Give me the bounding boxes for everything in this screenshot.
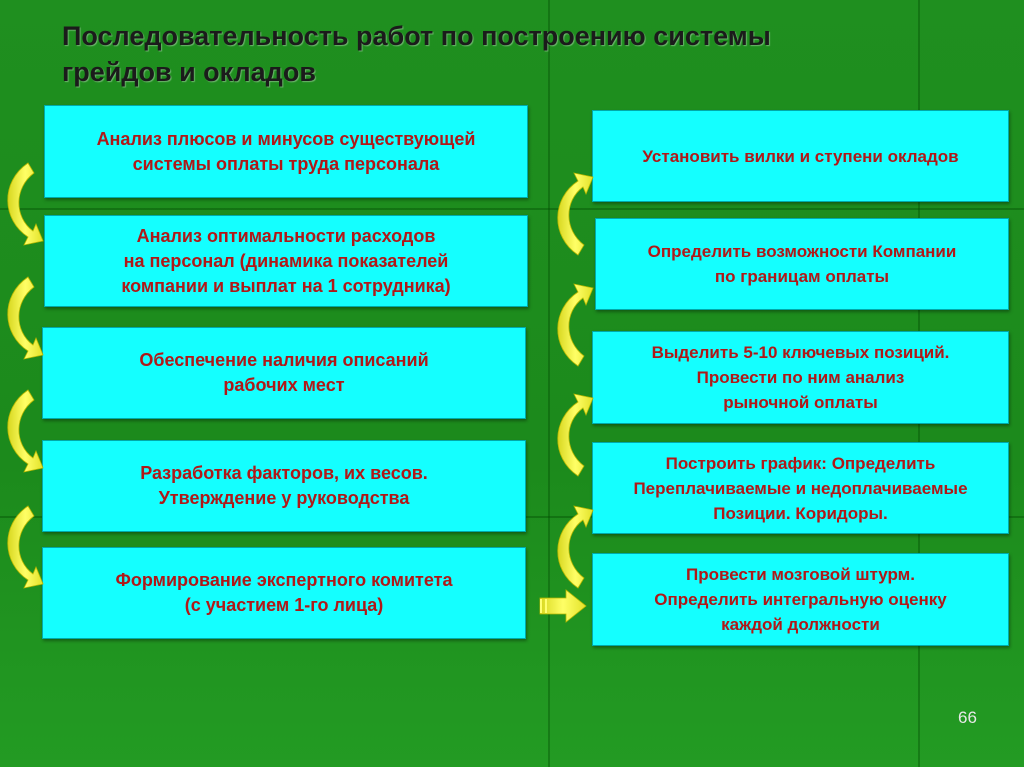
right-step-5-text: Провести мозговой штурм. Определить интегральную оценку каждой должности <box>654 565 947 634</box>
curved-arrow-down-icon <box>8 277 43 359</box>
right-step-3-text: Выделить 5-10 ключевых позиций. Провести по ним анализ рыночной оплаты <box>651 343 950 412</box>
slide-title: Последовательность работ по построению системы грейдов и окладов <box>62 21 771 87</box>
curved-arrow-up-icon <box>558 173 593 255</box>
left-step-1-text: Анализ плюсов и минусов существующей системы оплаты труда персонала <box>96 128 476 174</box>
curved-arrow-down-icon <box>8 163 43 245</box>
curved-arrow-up-icon <box>558 394 593 476</box>
left-step-3-text: Обеспечение наличия описаний рабочих мест <box>139 350 429 395</box>
left-step-5-text: Формирование экспертного комитета (с участием 1-го лица) <box>115 570 453 615</box>
right-step-2-text: Определить возможности Компании по границам оплаты <box>647 242 957 286</box>
right-step-1-text: Установить вилки и ступени окладов <box>642 146 959 166</box>
page-number: 66 <box>958 708 977 727</box>
curved-arrow-up-icon <box>558 506 593 588</box>
left-step-4-text: Разработка факторов, их весов. Утверждение у руководства <box>140 463 428 508</box>
right-step-4-text: Построить график: Определить Переплачиваемые и недоплачиваемые Позиции. Коридоры. <box>633 453 968 523</box>
curved-arrow-up-icon <box>558 284 593 366</box>
left-step-2-text: Анализ оптимальности расходов на персонал (динамика показателей компании и выплат на 1 сотрудника) <box>121 225 451 296</box>
curved-arrow-down-icon <box>8 506 43 588</box>
curved-arrow-down-icon <box>8 390 43 472</box>
